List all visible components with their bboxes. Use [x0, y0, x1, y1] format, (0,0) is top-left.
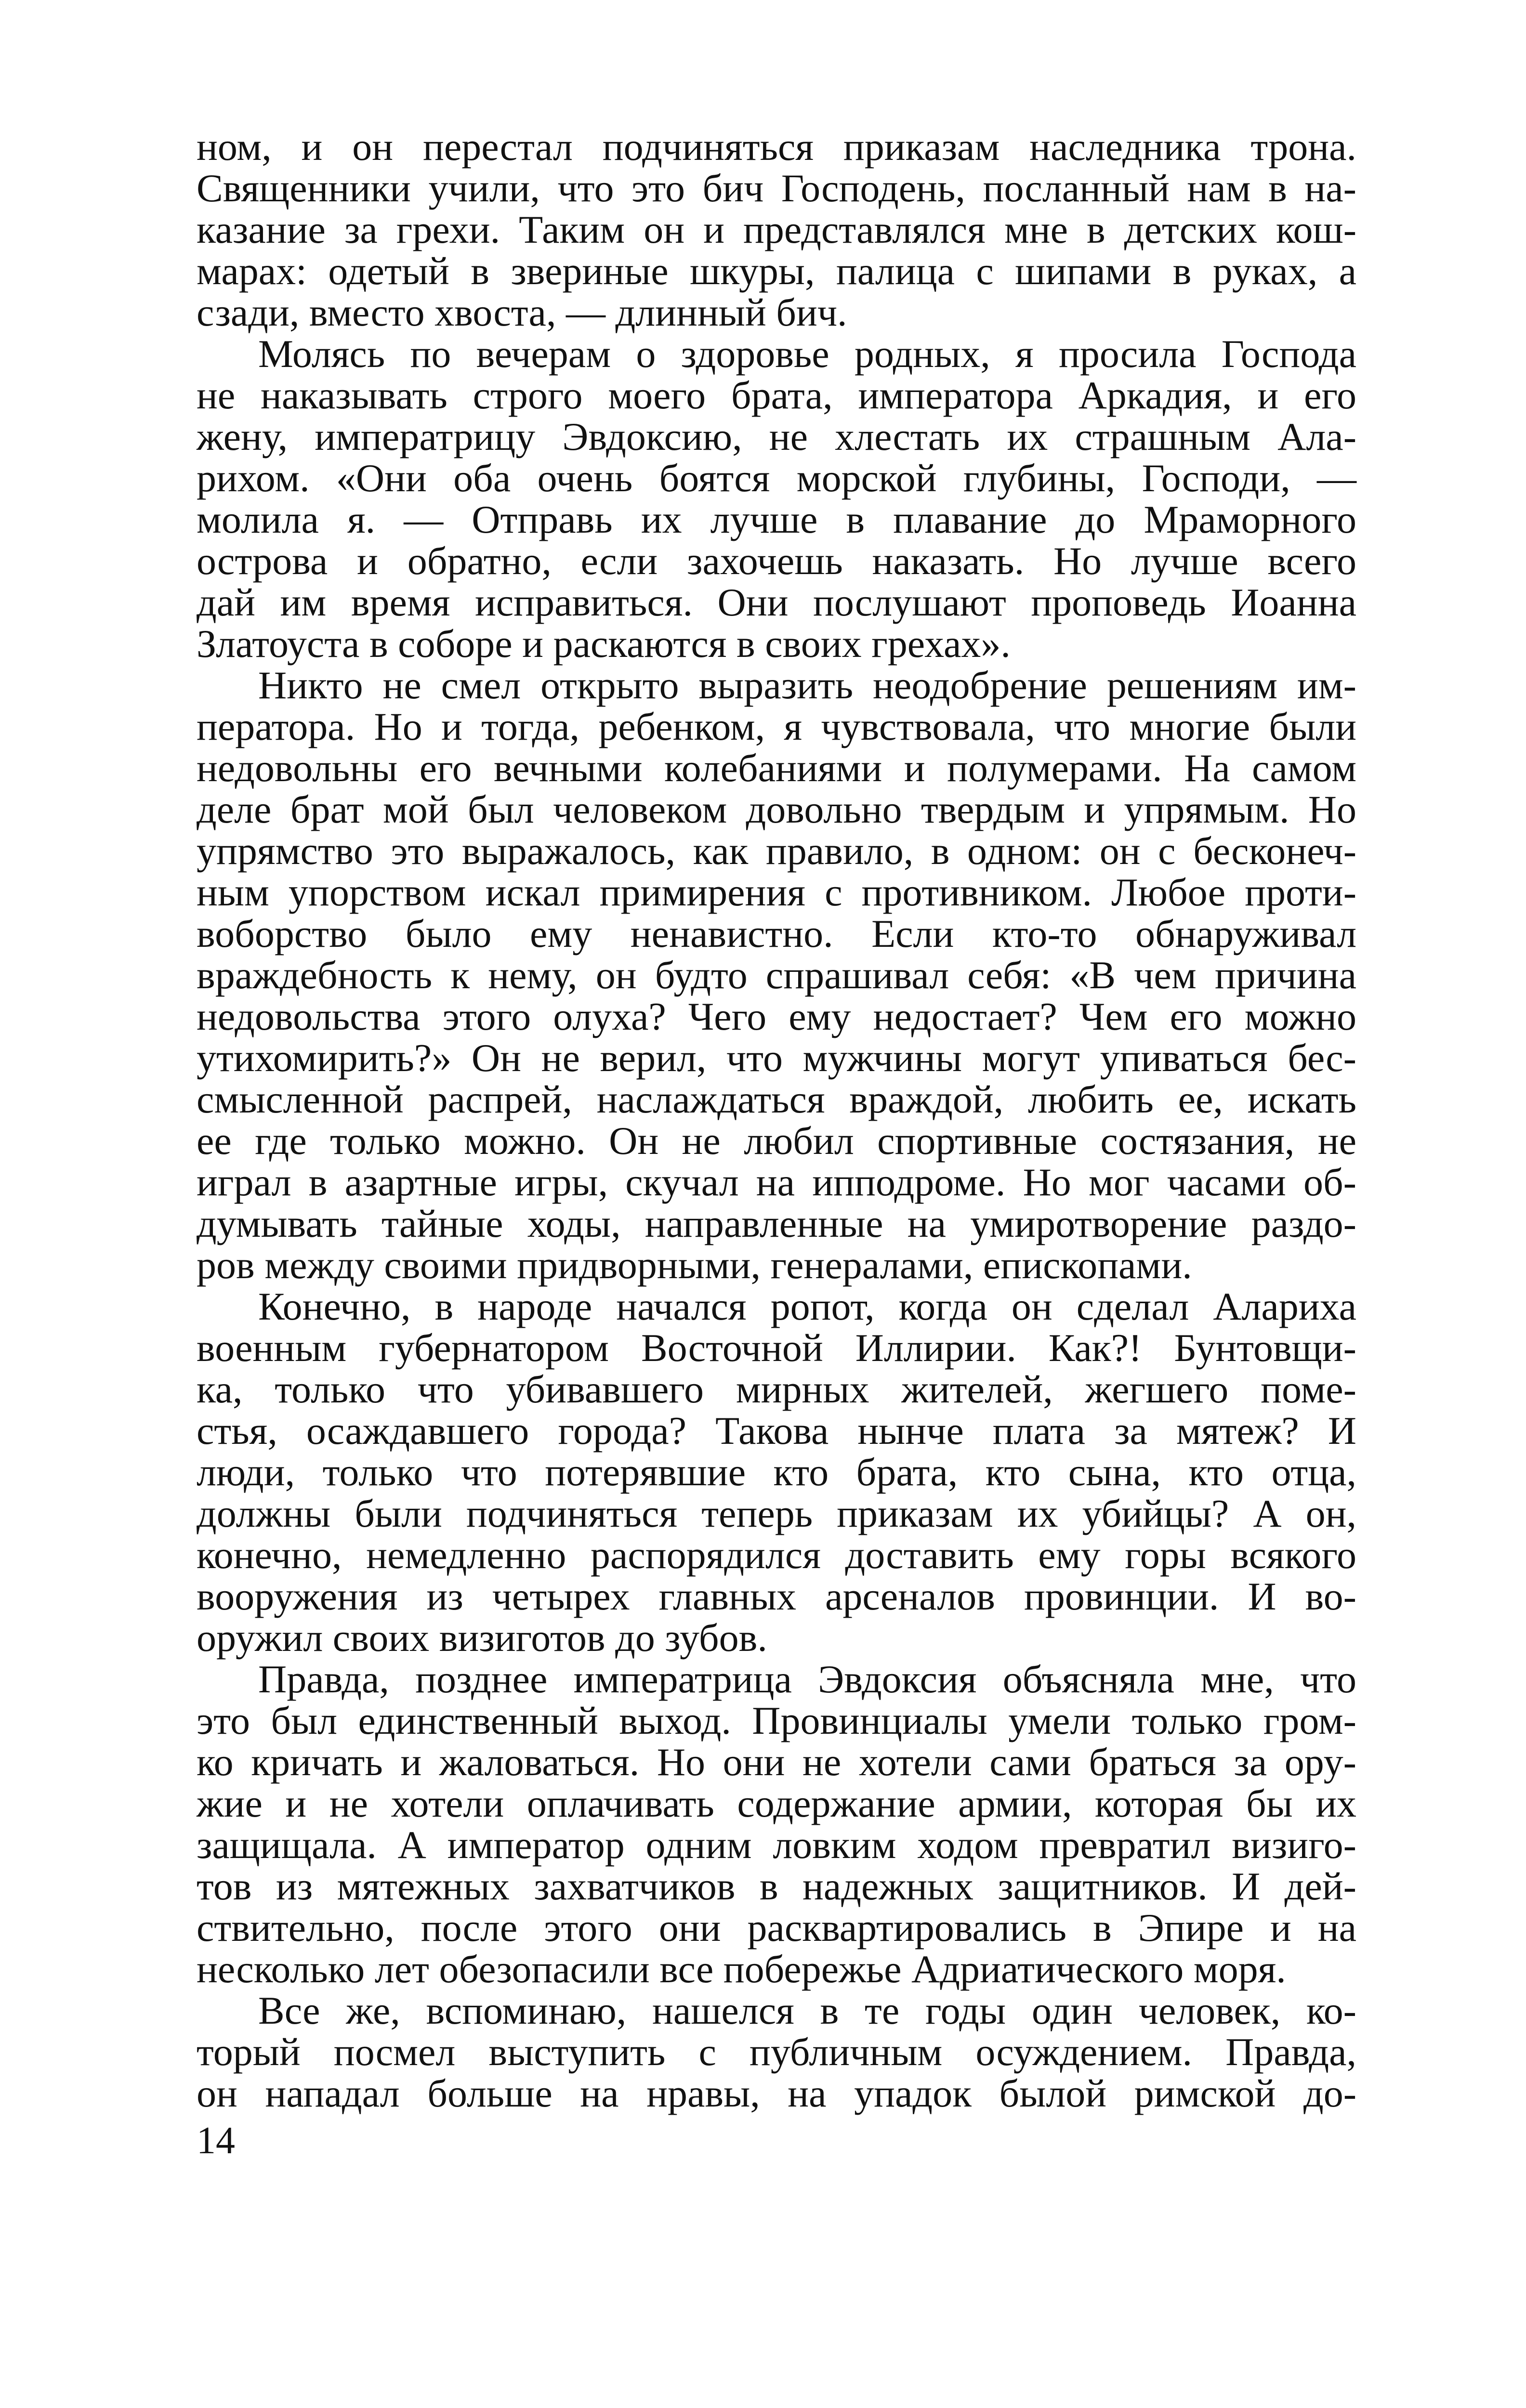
text-line: ствительно, после этого они расквартировались в Эпире и на	[197, 1906, 1356, 1950]
text-line: Правда, позднее императрица Эвдоксия объясняла мне, что	[258, 1657, 1356, 1701]
text-line: жену, императрицу Эвдоксию, не хлестать их страшным Ала-	[197, 415, 1356, 458]
text-line: вооружения из четырех главных арсеналов провинции. И во-	[197, 1574, 1356, 1618]
text-line: стья, осаждавшего города? Такова нынче плата за мятеж? И	[197, 1409, 1356, 1453]
text-line: дай им время исправиться. Они послушают проповедь Иоанна	[197, 580, 1356, 624]
text-line: ров между своими придворными, генералами, епископами.	[197, 1243, 1192, 1287]
text-line: ко кричать и жаловаться. Но они не хотели сами браться за ору-	[197, 1740, 1356, 1784]
text-line: враждебность к нему, он будто спрашивал себя: «В чем причина	[197, 953, 1356, 997]
text-line: Все же, вспоминаю, нашелся в те годы один человек, ко-	[258, 1989, 1356, 2032]
text-line: недовольства этого олуха? Чего ему недостает? Чем его можно	[197, 995, 1356, 1038]
text-line: жие и не хотели оплачивать содержание армии, которая бы их	[197, 1781, 1356, 1825]
text-line: думывать тайные ходы, направленные на умиротворение раздо-	[197, 1202, 1356, 1245]
text-line: должны были подчиняться теперь приказам их убийцы? А он,	[197, 1492, 1356, 1535]
text-line: Конечно, в народе начался ропот, когда он сделал Алариха	[258, 1284, 1356, 1328]
page-body	[197, 126, 1356, 2114]
text-line: оружил своих визиготов до зубов.	[197, 1616, 767, 1660]
text-line: Молясь по вечерам о здоровье родных, я просила Господа	[258, 332, 1356, 376]
page-number: 14	[197, 2120, 235, 2162]
text-line: тов из мятежных захватчиков в надежных защитников. И дей-	[197, 1864, 1356, 1908]
text-line: деле брат мой был человеком довольно твердым и упрямым. Но	[197, 787, 1356, 831]
text-line: упрямство это выражалось, как правило, в одном: он с бесконеч-	[197, 829, 1356, 873]
text-line: несколько лет обезопасили все побережье Адриатического моря.	[197, 1947, 1286, 1991]
text-line: молила я. — Отправь их лучше в плавание до Мраморного	[197, 497, 1356, 541]
text-line: ным упорством искал примирения с противником. Любое проти-	[197, 870, 1356, 914]
text-line: смысленной распрей, наслаждаться враждой, любить ее, искать	[197, 1077, 1356, 1121]
text-line: марах: одетый в звериные шкуры, палица с шипами в руках, а	[197, 249, 1356, 293]
text-line: недовольны его вечными колебаниями и полумерами. На самом	[197, 746, 1356, 790]
text-line: ном, и он перестал подчиняться приказам наследника трона.	[197, 125, 1356, 169]
text-line: ка, только что убивавшего мирных жителей, жегшего поме-	[197, 1367, 1356, 1411]
text-line: казание за грехи. Таким он и представлялся мне в детских кош-	[197, 208, 1356, 251]
text-line: это был единственный выход. Провинциалы умели только гром-	[197, 1699, 1356, 1742]
text-line: ее где только можно. Он не любил спортивные состязания, не	[197, 1119, 1356, 1163]
text-line: играл в азартные игры, скучал на ипподроме. Но мог часами об-	[197, 1160, 1356, 1204]
text-line: люди, только что потерявшие кто брата, кто сына, кто отца,	[197, 1450, 1356, 1494]
text-line: военным губернатором Восточной Иллирии. Как?! Бунтовщи-	[197, 1326, 1356, 1370]
text-line: ператора. Но и тогда, ребенком, я чувствовала, что многие были	[197, 705, 1356, 748]
text-line: торый посмел выступить с публичным осуждением. Правда,	[197, 2030, 1356, 2074]
text-line: не наказывать строго моего брата, императора Аркадия, и его	[197, 373, 1356, 417]
text-line: защищала. А император одним ловким ходом превратил визиго-	[197, 1823, 1356, 1867]
text-line: Златоуста в соборе и раскаются в своих грехах».	[197, 622, 1011, 666]
text-line: воборство было ему ненавистно. Если кто-то обнаруживал	[197, 912, 1356, 955]
text-line: он нападал больше на нравы, на упадок былой римской до-	[197, 2071, 1356, 2115]
text-line: острова и обратно, если захочешь наказать. Но лучше всего	[197, 539, 1356, 583]
text-line: Священники учили, что это бич Господень, посланный нам в на-	[197, 166, 1356, 210]
text-line: утихомирить?» Он не верил, что мужчины могут упиваться бес-	[197, 1036, 1356, 1080]
text-line: сзади, вместо хвоста, — длинный бич.	[197, 290, 847, 334]
text-line: конечно, немедленно распорядился доставить ему горы всякого	[197, 1533, 1356, 1577]
text-line: Никто не смел открыто выразить неодобрение решениям им-	[258, 663, 1356, 707]
text-line: рихом. «Они оба очень боятся морской глубины, Господи, —	[197, 456, 1356, 500]
